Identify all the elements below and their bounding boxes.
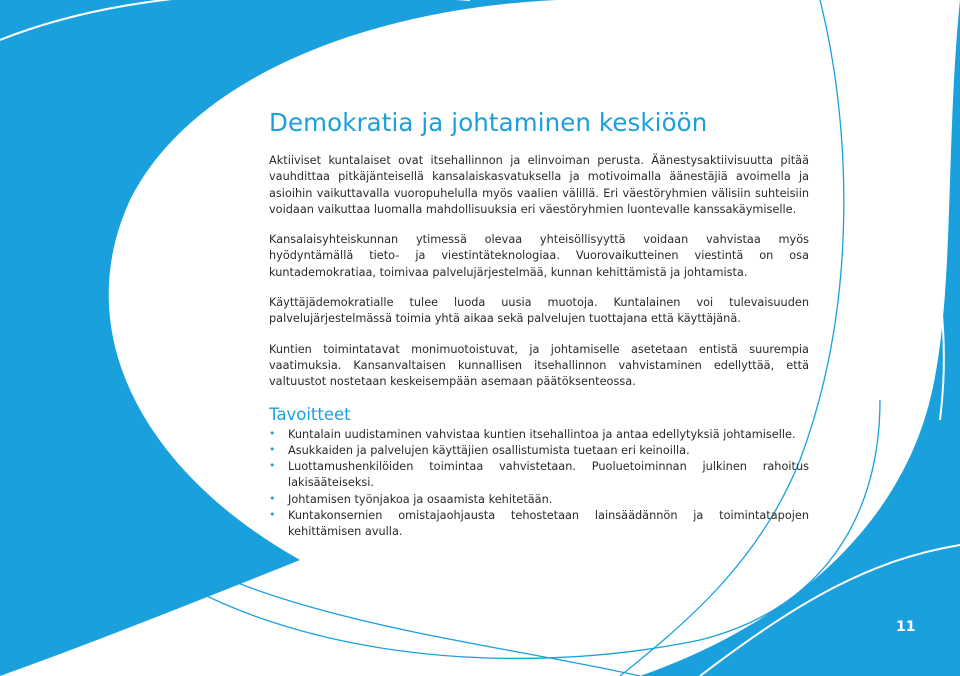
goal-text: Asukkaiden ja palvelujen käyttäjien osallistumista tuetaan eri keinoilla. bbox=[288, 443, 690, 457]
goal-text: Luottamushenkilöiden toimintaa vahvistetaan. Puoluetoiminnan julkinen rahoitus lakisääteiseksi. bbox=[288, 460, 809, 490]
goal-text: Johtamisen työnjakoa ja osaamista kehitetään. bbox=[288, 492, 553, 506]
goal-item bbox=[269, 427, 809, 443]
bullet-icon: • bbox=[269, 459, 276, 473]
goal-item bbox=[269, 443, 809, 459]
goal-item bbox=[269, 459, 809, 492]
page-title: Demokratia ja johtaminen keskiöön bbox=[269, 108, 708, 137]
bullet-icon: • bbox=[269, 426, 276, 440]
goal-item bbox=[269, 492, 809, 508]
goal-item bbox=[269, 508, 809, 541]
goal-text: Kuntakonsernien omistajaohjausta tehostetaan lainsäädännön ja toimintatapojen kehittämisen avulla. bbox=[288, 509, 809, 539]
paragraph-1: Aktiiviset kuntalaiset ovat itsehallinnon ja elinvoiman perusta. Äänestysaktiivisuutta pitää vauhdittaa pitkäjänteisellä kansalaiskasvatuksella ja motivoimalla äänestäjiä avoimella ja asioihin vaikuttavalla vuoropuhelulla myös vaalien välillä. Eri väestöryhmien välisiin suhteisiin voidaan vaikuttaa luomalla mahdollisuuksia eri väestöryhmien luontevalle kanssakäymiselle. bbox=[269, 154, 809, 216]
bullet-icon: • bbox=[269, 442, 276, 456]
article bbox=[269, 108, 809, 541]
bullet-icon: • bbox=[269, 491, 276, 505]
page-number: 11 bbox=[896, 619, 916, 635]
paragraph-4: Kuntien toimintatavat monimuotoistuvat, ja johtamiselle asetetaan entistä suurempia vaatimuksia. Kansanvaltaisen kunnallisen itsehallinnon vahvistaminen edellyttää, että valtuustot nostetaan keskeisempään asemaan päätöksenteossa. bbox=[269, 342, 809, 389]
goals-list bbox=[269, 427, 809, 541]
bullet-icon: • bbox=[269, 508, 276, 522]
paragraph-2: Kansalaisyhteiskunnan ytimessä olevaa yhteisöllisyyttä voidaan vahvistaa myös hyödyntämällä tieto- ja viestintäteknologiaa. Vuorovaikutteinen viestintä on osa kuntademokratiaa, toimivaa palvelujärjestelmää, kunnan kehittämistä ja johtamista. bbox=[269, 233, 809, 279]
goal-text: Kuntalain uudistaminen vahvistaa kuntien itsehallintoa ja antaa edellytyksiä johtamiselle. bbox=[288, 427, 796, 441]
goals-heading: Tavoitteet bbox=[269, 404, 351, 424]
white-arc-2 bbox=[820, 0, 944, 420]
paragraph-3: Käyttäjädemokratialle tulee luoda uusia muotoja. Kuntalainen voi tulevaisuuden palvelujärjestelmässä toimia yhtä aikaa sekä palvelujen tuottajana että käyttäjänä. bbox=[269, 296, 809, 326]
